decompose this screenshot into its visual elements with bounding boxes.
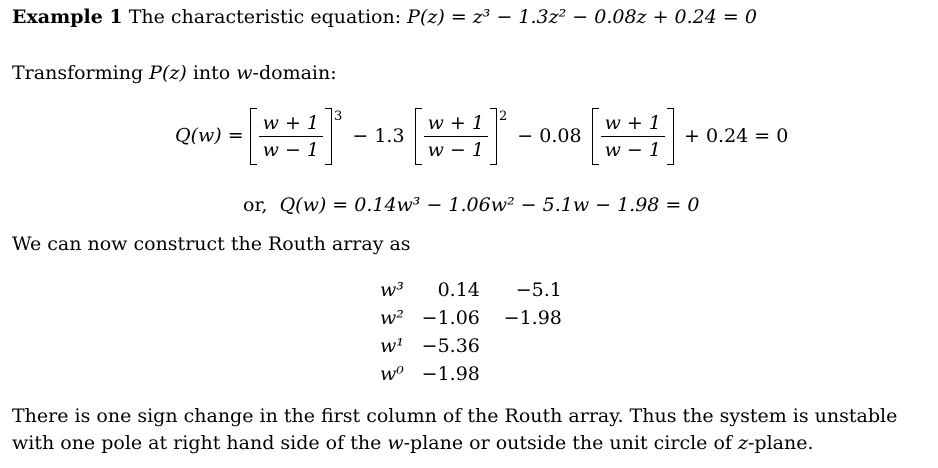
routh-cell <box>488 360 570 388</box>
routh-row <box>370 332 570 360</box>
equation-tail: + 0.24 = 0 <box>684 124 789 147</box>
characteristic-equation: P(z) = z³ − 1.3z² − 0.08z + 0.24 = 0 <box>407 6 757 28</box>
fraction-numerator: w + 1 <box>259 112 323 137</box>
fraction-numerator: w + 1 <box>601 112 665 137</box>
fraction-denominator: w − 1 <box>604 139 661 161</box>
or-prefix: or, <box>243 194 268 216</box>
exponent-3: 3 <box>334 108 343 124</box>
routh-array <box>370 276 570 388</box>
routh-cell: −1.98 <box>503 307 562 329</box>
example-intro: The characteristic equation: <box>128 6 402 28</box>
routh-cell: −5.36 <box>421 335 480 357</box>
routh-row-label: w¹ <box>380 335 404 357</box>
q-lhs: Q(w) = <box>175 124 244 147</box>
routh-row <box>370 304 570 332</box>
routh-row-label: w⁰ <box>380 363 404 385</box>
q-equation <box>175 108 792 161</box>
routh-row-label: w³ <box>380 279 404 301</box>
routh-cell <box>488 332 570 360</box>
routh-row <box>370 360 570 388</box>
coefficient-1: − 1.3 <box>352 124 405 147</box>
coefficient-2: − 0.08 <box>517 124 582 147</box>
conclusion-text-a: with one pole at right hand side of the <box>12 432 382 454</box>
q-polynomial: Q(w) = 0.14w³ − 1.06w² − 5.1w − 1.98 = 0 <box>279 194 700 216</box>
conclusion-line-2 <box>12 432 814 455</box>
fraction-numerator: w + 1 <box>424 112 488 137</box>
fraction-denominator: w − 1 <box>262 139 320 161</box>
transform-line <box>12 62 337 85</box>
q-polynomial-line <box>243 194 699 216</box>
transform-suffix: -domain: <box>252 62 337 84</box>
transform-mid: into <box>192 62 231 84</box>
fraction-1 <box>259 112 323 161</box>
exponent-2: 2 <box>498 108 508 124</box>
fraction-3 <box>601 112 665 161</box>
conclusion-var-w: w <box>387 432 404 454</box>
routh-cell: −1.06 <box>421 307 480 329</box>
bracket-term-1 <box>250 112 332 161</box>
bracket-term-2 <box>415 112 497 161</box>
routh-row <box>370 276 570 304</box>
example-heading: Example 1 <box>12 6 123 28</box>
routh-row-label: w² <box>380 307 404 329</box>
bracket-term-3 <box>592 112 674 161</box>
conclusion-var-z: z <box>737 432 748 454</box>
routh-cell: 0.14 <box>437 279 480 301</box>
transform-prefix: Transforming <box>12 62 144 84</box>
transform-var-w: w <box>236 62 253 84</box>
conclusion-text-c: -plane. <box>748 432 814 454</box>
routh-cell: −5.1 <box>515 279 562 301</box>
example-line <box>12 6 757 29</box>
routh-intro: We can now construct the Routh array as <box>12 233 411 255</box>
conclusion-line-1: There is one sign change in the first column of the Routh array. Thus the system is unstable <box>12 405 898 427</box>
fraction-denominator: w − 1 <box>427 139 484 161</box>
routh-cell: −1.98 <box>421 363 480 385</box>
conclusion-text-b: -plane or outside the unit circle of <box>403 432 732 454</box>
fraction-2 <box>424 112 488 161</box>
transform-var-p: P(z) <box>149 62 187 84</box>
